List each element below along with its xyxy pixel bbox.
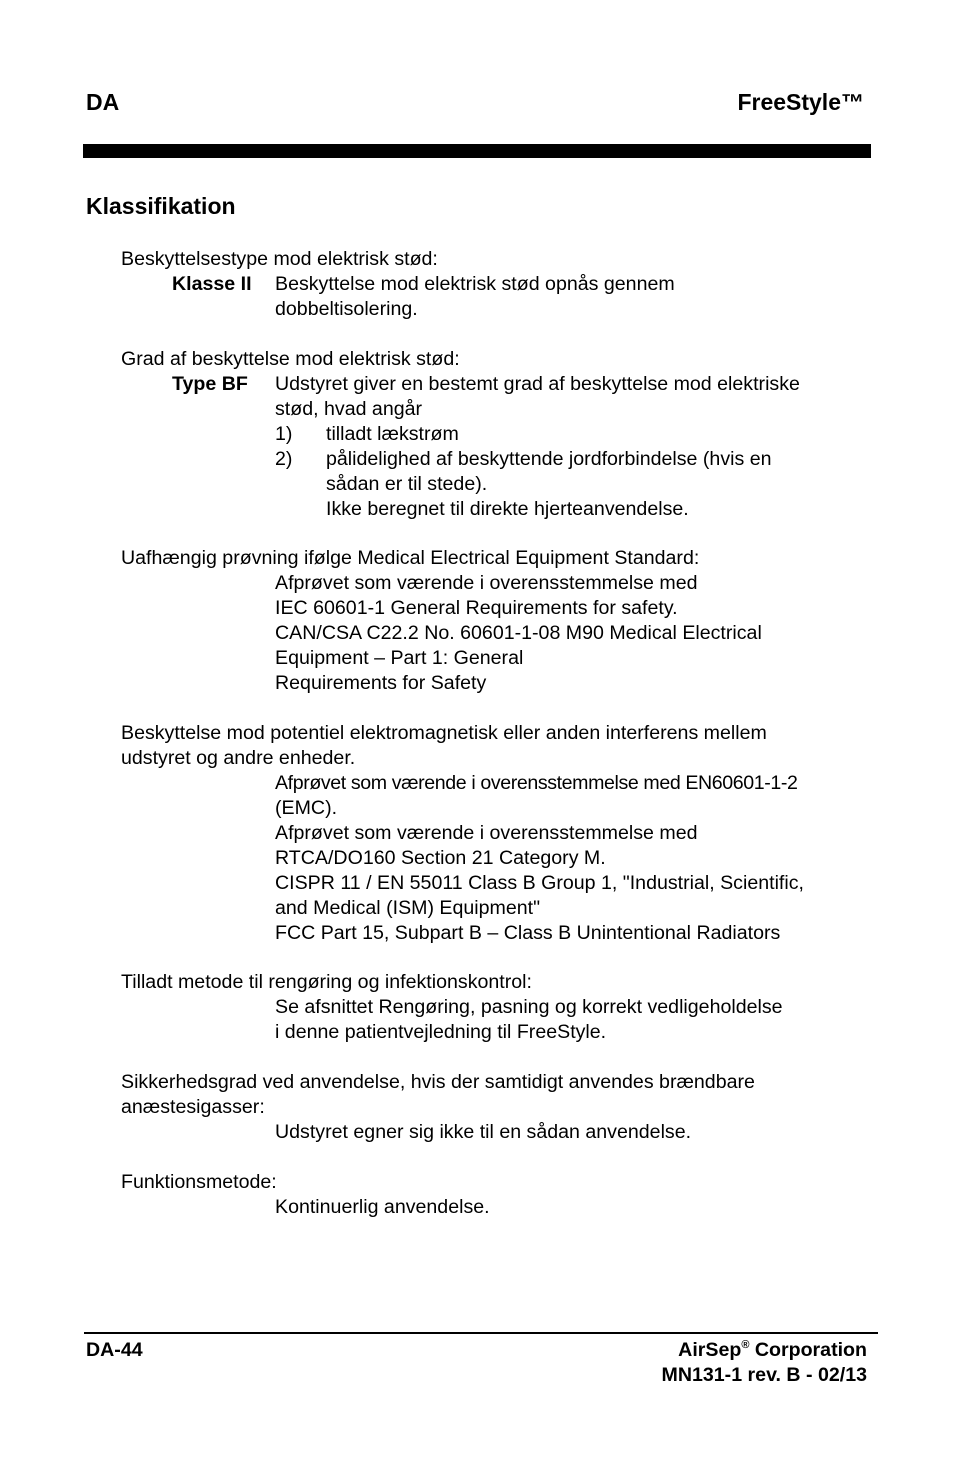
- operation-heading: Funktionsmetode:: [121, 1171, 277, 1193]
- emc-line: (EMC).: [275, 797, 338, 819]
- testing-line: Afprøvet som værende i overensstemmelse med: [275, 572, 698, 594]
- shock-type-line: Beskyttelse mod elektrisk stød opnås gennem: [275, 273, 675, 295]
- testing-line: IEC 60601-1 General Requirements for safety.: [275, 597, 678, 619]
- shock-degree-line: stød, hvad angår: [275, 398, 423, 420]
- shock-degree-line: Udstyret giver en bestemt grad af beskyttelse mod elektriske: [275, 373, 800, 395]
- company-suffix: Corporation: [749, 1339, 867, 1361]
- emc-line: RTCA/DO160 Section 21 Category M.: [275, 847, 606, 869]
- list-item-number: 2): [275, 448, 293, 470]
- emc-line: Afprøvet som værende i overensstemmelse med: [275, 822, 698, 844]
- emc-line: CISPR 11 / EN 55011 Class B Group 1, "Industrial, Scientific,: [275, 872, 804, 894]
- page-number: DA-44: [86, 1339, 143, 1361]
- list-item-text: Ikke beregnet til direkte hjerteanvendelse.: [326, 498, 689, 520]
- emc-line: FCC Part 15, Subpart B – Class B Unintentional Radiators: [275, 922, 781, 944]
- footer-company: [678, 1338, 867, 1363]
- anesthetic-heading: Sikkerhedsgrad ved anvendelse, hvis der samtidigt anvendes brændbare: [121, 1071, 755, 1093]
- list-item-number: 1): [275, 423, 293, 445]
- header-language-code: DA: [86, 89, 120, 115]
- emc-heading: Beskyttelse mod potentiel elektromagnetisk eller anden interferens mellem: [121, 722, 767, 744]
- document-revision: MN131-1 rev. B - 02/13: [661, 1364, 867, 1386]
- operation-line: Kontinuerlig anvendelse.: [275, 1196, 490, 1218]
- shock-degree-heading: Grad af beskyttelse mod elektrisk stød:: [121, 348, 460, 370]
- footer-rule: [84, 1332, 878, 1334]
- company-name: AirSep: [678, 1339, 742, 1361]
- emc-heading: udstyret og andre enheder.: [121, 747, 356, 769]
- emc-line: and Medical (ISM) Equipment": [275, 897, 541, 919]
- testing-line: Equipment – Part 1: General: [275, 647, 524, 669]
- list-item-text: pålidelighed af beskyttende jordforbindelse (hvis en: [326, 448, 772, 470]
- shock-degree-label: Type BF: [172, 373, 248, 395]
- emc-line: Afprøvet som værende i overensstemmelse med EN60601-1-2: [275, 772, 798, 794]
- cleaning-line: i denne patientvejledning til FreeStyle.: [275, 1021, 607, 1043]
- list-item-text: tilladt lækstrøm: [326, 423, 459, 445]
- anesthetic-heading: anæstesigasser:: [121, 1096, 265, 1118]
- testing-line: Requirements for Safety: [275, 672, 487, 694]
- testing-heading: Uafhængig prøvning ifølge Medical Electrical Equipment Standard:: [121, 547, 700, 569]
- registered-mark: ®: [741, 1339, 750, 1351]
- shock-type-line: dobbeltisolering.: [275, 298, 418, 320]
- shock-type-heading: Beskyttelsestype mod elektrisk stød:: [121, 248, 438, 270]
- list-item-text: sådan er til stede).: [326, 473, 488, 495]
- shock-type-label: Klasse II: [172, 273, 252, 295]
- cleaning-heading: Tilladt metode til rengøring og infektionskontrol:: [121, 971, 532, 993]
- page-title: Klassifikation: [86, 193, 236, 219]
- cleaning-line: Se afsnittet Rengøring, pasning og korrekt vedligeholdelse: [275, 996, 783, 1018]
- header-rule: [83, 144, 871, 158]
- anesthetic-line: Udstyret egner sig ikke til en sådan anvendelse.: [275, 1121, 692, 1143]
- testing-line: CAN/CSA C22.2 No. 60601-1-08 M90 Medical Electrical: [275, 622, 762, 644]
- header-product-name: FreeStyle™: [737, 89, 864, 115]
